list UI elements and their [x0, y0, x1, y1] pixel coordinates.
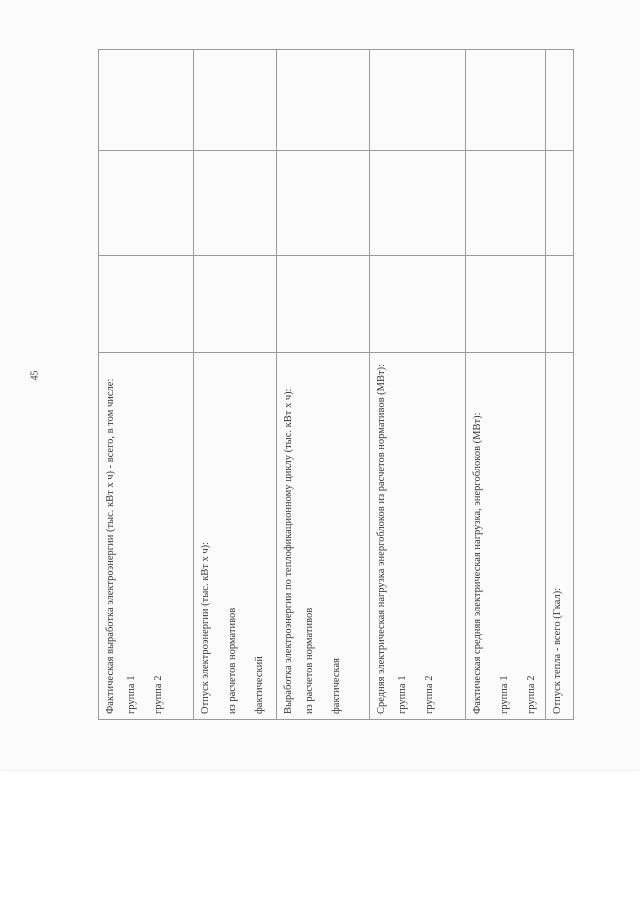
row-item: группа 2	[424, 675, 435, 714]
value-cell	[277, 50, 370, 151]
row-title: Фактическая выработка электроэнергии (тыс. кВт х ч) - всего, в том числе:	[105, 378, 116, 714]
value-cell	[99, 50, 194, 151]
value-cell	[466, 50, 546, 151]
table-row	[277, 50, 370, 720]
table-row	[546, 50, 574, 720]
value-cell	[277, 256, 370, 353]
rotated-table-wrapper	[98, 50, 573, 720]
value-cell	[546, 151, 574, 256]
row-item: фактический	[254, 656, 265, 714]
value-cell	[194, 50, 277, 151]
row-label-cell	[194, 353, 277, 720]
row-label-cell	[370, 353, 466, 720]
row-item: группа 2	[153, 675, 164, 714]
value-cell	[370, 151, 466, 256]
table-row	[370, 50, 466, 720]
value-cell	[277, 151, 370, 256]
value-cell	[99, 256, 194, 353]
row-label-cell	[277, 353, 370, 720]
value-cell	[370, 256, 466, 353]
row-label-cell	[546, 353, 574, 720]
indicator-table	[98, 49, 574, 720]
row-item: из расчетов нормативов	[304, 607, 315, 714]
row-item: из расчетов нормативов	[227, 607, 238, 714]
row-title: Фактическая средняя электрическая нагрузка, энергоблоков (МВт):	[472, 412, 483, 714]
page-number: 45	[29, 370, 41, 381]
value-cell	[99, 151, 194, 256]
value-cell	[546, 256, 574, 353]
table-row	[466, 50, 546, 720]
row-item: фактическая	[331, 658, 342, 714]
table-row	[99, 50, 194, 720]
row-title: Отпуск электроэнергии (тыс. кВт х ч):	[200, 541, 211, 714]
value-cell	[370, 50, 466, 151]
row-item: группа 1	[397, 675, 408, 714]
row-title: Выработка электроэнергии по теплофикационному циклу (тыс. кВт х ч):	[283, 388, 294, 714]
value-cell	[466, 256, 546, 353]
table-row	[194, 50, 277, 720]
row-title: Отпуск тепла - всего (Гкал):	[552, 587, 563, 714]
value-cell	[194, 151, 277, 256]
row-item: группа 1	[126, 675, 137, 714]
value-cell	[546, 50, 574, 151]
value-cell	[194, 256, 277, 353]
value-cell	[466, 151, 546, 256]
row-label-cell	[466, 353, 546, 720]
row-title: Средняя электрическая нагрузка энергоблоков из расчетов нормативов (МВт):	[376, 364, 387, 714]
row-label-cell	[99, 353, 194, 720]
row-item: группа 2	[526, 675, 537, 714]
row-item: группа 1	[499, 675, 510, 714]
